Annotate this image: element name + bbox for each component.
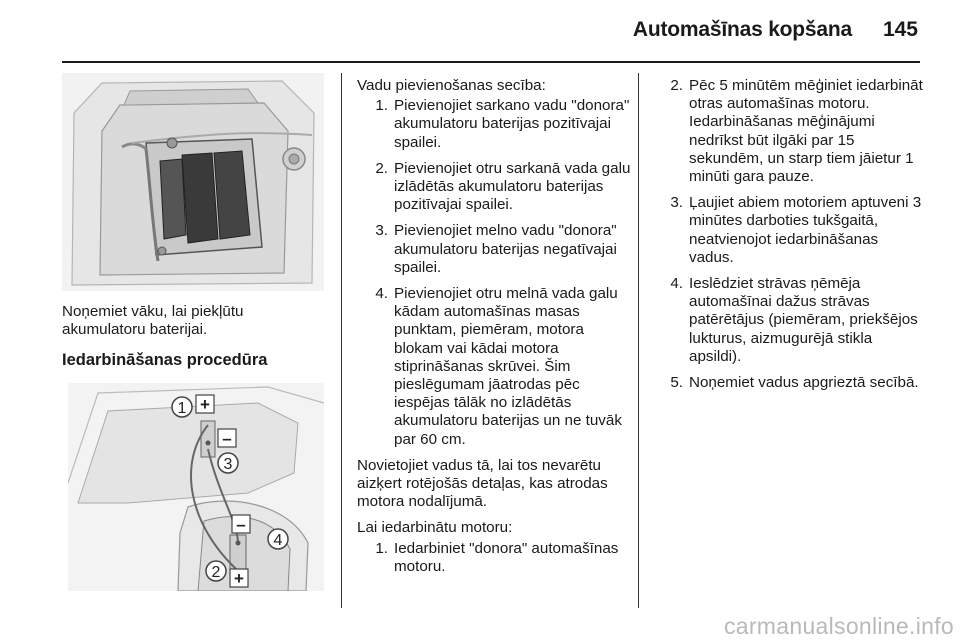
list-item: 4. Pievienojiet otru melnā vada galu kādam automašīnas masas punktam, piemēram, motora blokam vai kādai motora stiprināšanas skrūvei. Šim pieslēgumam jāatrodas pēc iespējas tālāk no izlādētās akumulatoru baterijas un ne tuvāk par 60 cm. bbox=[375, 285, 622, 448]
list-item: 1. Pievienojiet sarkano vadu "donora" akumulatoru baterijas pozitīvajai spailei. bbox=[375, 97, 630, 151]
start-intro: Lai iedarbinātu motoru: bbox=[357, 519, 513, 537]
callout-4 bbox=[268, 529, 288, 549]
list-item: 2. Pēc 5 minūtēm mēģiniet iedarbināt otras automašīnas motoru. Iedarbināšanas mēģinājumi nedrīkst būt ilgāki par 15 sekundēm, un starp tiem jāietur 1 minūti gara pauze. bbox=[670, 77, 923, 186]
list-item: 3. Ļaujiet abiem motoriem aptuveni 3 minūtes darboties tukšgaitā, neatvienojot iedarbināšanas vadus. bbox=[670, 194, 922, 266]
page-header bbox=[0, 0, 960, 62]
middle-column bbox=[357, 77, 633, 584]
watermark: carmanualsonline.info bbox=[723, 613, 954, 639]
list-item: 4. Ieslēdziet strāvas ņēmēja automašīnai dažus strāvas patērētājus (piemēram, priekšējos lukturus, aizmugurējā stikla apsildi). bbox=[670, 275, 918, 365]
list-item: 3. Pievienojiet melno vadu "donora" akumulatoru baterijas negatīvajai spailei. bbox=[375, 222, 617, 276]
list-item: 2. Pievienojiet otru sarkanā vada galu izlādētās akumulatoru baterijas pozitīvajai spailei. bbox=[375, 159, 631, 214]
connection-intro: Vadu pievienošanas secība: bbox=[357, 77, 546, 94]
start-steps bbox=[357, 540, 633, 576]
callout-minus-bottom bbox=[232, 515, 250, 534]
column-divider bbox=[341, 73, 342, 608]
caption-text: Noņemiet vāku, lai piekļūtu akumulatoru baterijai. bbox=[62, 303, 244, 339]
right-column bbox=[652, 77, 924, 400]
svg-text:–: – bbox=[222, 429, 232, 448]
connection-steps bbox=[357, 97, 633, 449]
svg-text:3: 3 bbox=[223, 456, 233, 473]
section-heading: Iedarbināšanas procedūra bbox=[62, 351, 268, 370]
svg-text:+: + bbox=[234, 569, 244, 588]
svg-text:4: 4 bbox=[273, 532, 283, 549]
page-number: 145 bbox=[882, 18, 918, 41]
jump-start-illustration-svg bbox=[68, 383, 324, 591]
jump-start-illustration bbox=[68, 383, 324, 591]
page-title: Automašīnas kopšana bbox=[632, 18, 852, 41]
left-column bbox=[62, 303, 327, 378]
svg-text:–: – bbox=[236, 515, 246, 534]
list-item: 1. Iedarbiniet "donora" automašīnas motoru. bbox=[375, 539, 619, 575]
svg-text:1: 1 bbox=[177, 400, 187, 417]
start-steps-continued bbox=[652, 77, 924, 392]
svg-text:+: + bbox=[200, 395, 210, 414]
callout-minus-top bbox=[218, 429, 236, 448]
column-divider bbox=[638, 73, 639, 608]
cable-placement-note: Novietojiet vadus tā, lai tos nevarētu aizķert rotējošās detaļas, kas atrodas motora nodalījumā. bbox=[357, 456, 608, 511]
header-rule bbox=[62, 61, 920, 63]
battery-illustration-svg bbox=[62, 73, 324, 291]
svg-text:2: 2 bbox=[211, 564, 221, 581]
callout-3 bbox=[218, 453, 238, 473]
list-item: 5. Noņemiet vadus apgrieztā secībā. bbox=[670, 374, 919, 392]
battery-compartment-illustration bbox=[62, 73, 324, 291]
